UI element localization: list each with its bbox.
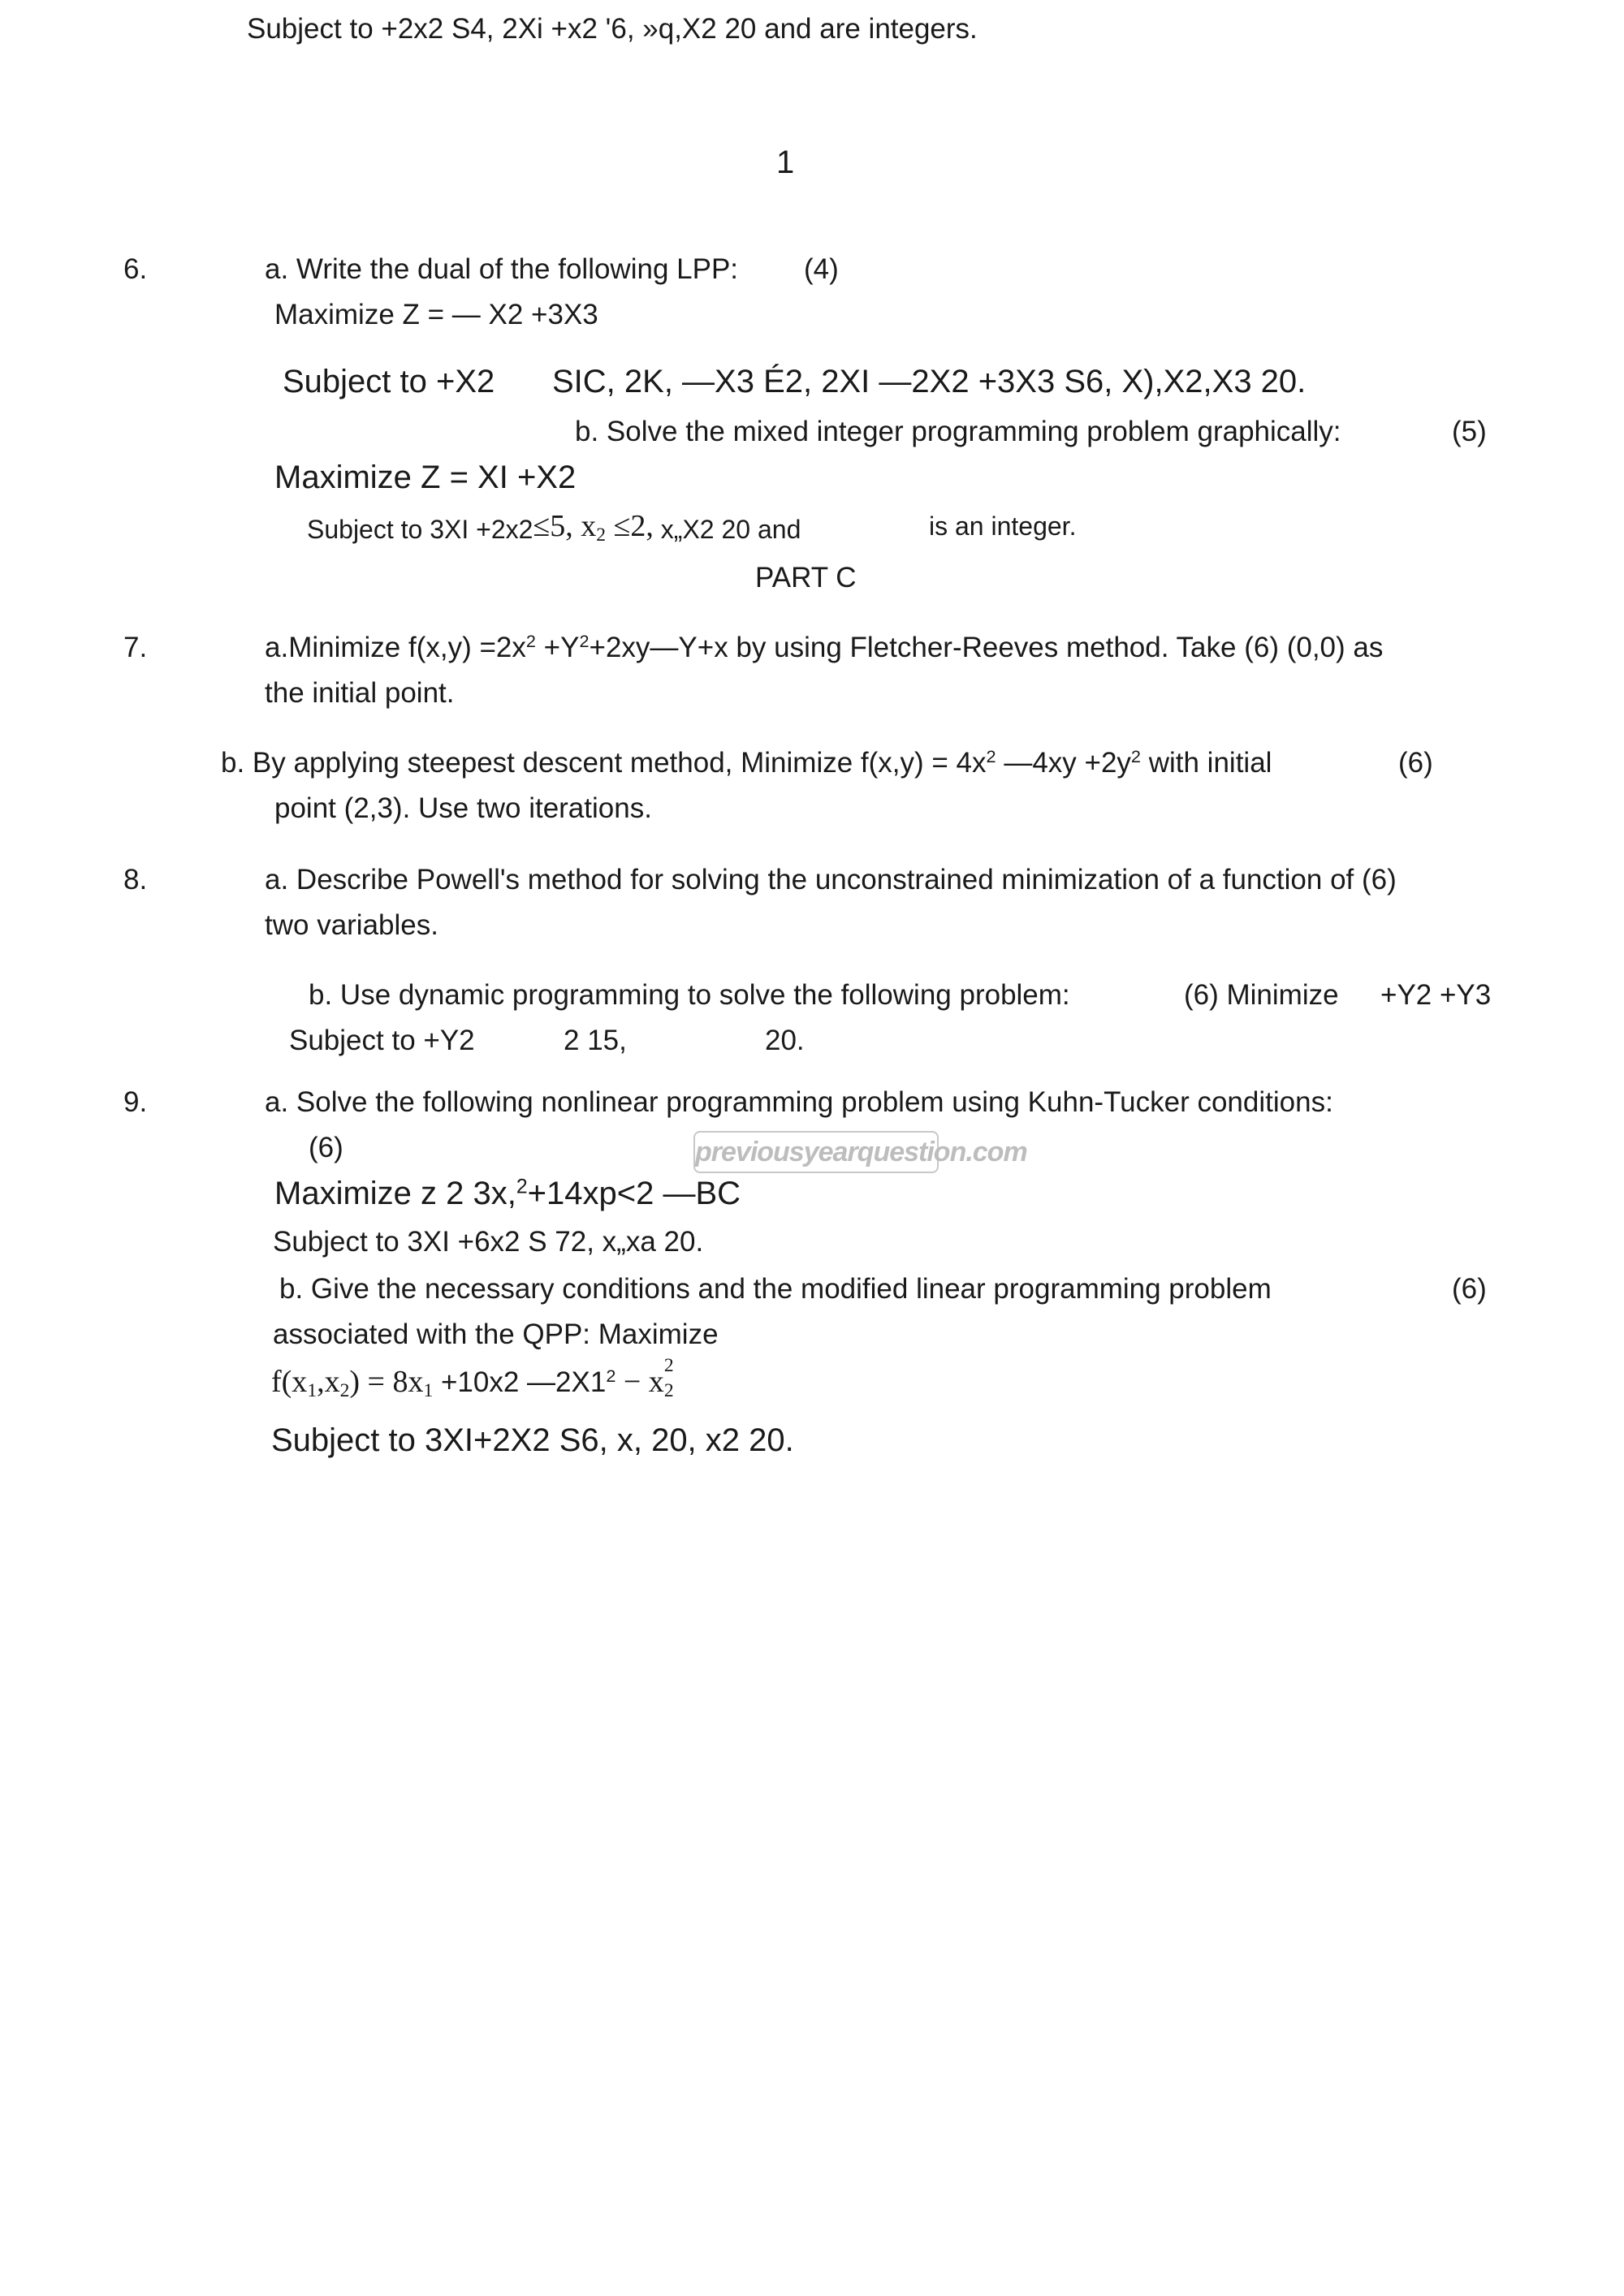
question-number-8: 8. [123,864,148,896]
q9a-objective [274,1176,741,1211]
q7b-pre: b. By applying steepest descent method, Minimize f(x,y) = 4x [221,747,987,779]
q9b-function-lead [271,1365,433,1399]
q9a-line1: a. Solve the following nonlinear programming problem using Kuhn-Tucker conditions: [265,1086,1333,1118]
q9b-func-s1: 1 [307,1379,317,1401]
part-c-heading: PART C [755,562,857,593]
q8b-subject-lead: Subject to +Y2 [289,1025,475,1056]
q9b-line1: b. Give the necessary conditions and the modified linear programming problem [279,1273,1272,1305]
q9b-func-x2sq: $_2$ 2 [663,1355,674,1401]
q6b-subject-sub: 2 [596,524,607,546]
q7a-mid: +Y [535,632,580,663]
q9b-func-minus: − x [615,1365,664,1399]
q9b-function-tail [615,1355,674,1401]
q8a-line1: a. Describe Powell's method for solving the unconstrained minimization of a function of (6) [265,864,1397,896]
question-number-9: 9. [123,1086,148,1118]
q6a-objective: Maximize Z = — X2 +3X3 [274,299,598,330]
q8a-line2: two variables. [265,909,438,941]
q6b-text: b. Solve the mixed integer programming problem graphically: [575,416,1341,447]
q6b-subject-ineq [533,509,654,546]
q6b-subject-end: is an integer. [929,511,1077,541]
q8b-line: b. Use dynamic programming to solve the following problem: [309,979,1070,1011]
q8b-subject-val1: 2 15, [564,1025,627,1056]
q7a-exp1: 2 [525,631,536,652]
watermark-logo: previousyearquestion.com [693,1131,939,1173]
q7b-post: with initial [1140,747,1272,779]
q6b-objective: Maximize Z = XI +X2 [274,460,577,495]
q9a-marks: (6) [309,1132,343,1163]
q9b-func-s2: 2 [339,1379,350,1401]
q7b-line1 [221,745,1272,781]
q7a-post: +2xy—Y+x by using Fletcher-Reeves method. Take (6) (0,0) as [589,632,1384,663]
q7b-marks: (6) [1398,747,1433,779]
q9b-subject: Subject to 3XI+2X2 S6, x, 20, x2 20. [271,1422,794,1458]
q9b-func-rest: +10x2 —2X1 [433,1366,607,1398]
q6b-subject-tail: x„X2 20 and [660,515,801,544]
q8b-subject-val2: 20. [765,1025,805,1056]
q9a-objective-post: +14xp<2 —BC [527,1176,741,1211]
q6a-subject-rest: SIC, 2K, —X3 É2, 2XI —2X2 +3X3 S6, X),X2,X3 20. [552,364,1307,399]
q8b-marks-objective: (6) Minimize [1184,979,1339,1011]
q6b-subject-lead: Subject to 3XI +2x2 [307,515,533,544]
q9b-func-pre: f(x [271,1365,308,1399]
q7b-line2: point (2,3). Use two iterations. [274,792,652,824]
q7a-line2: the initial point. [265,677,455,709]
q9a-objective-exp: 2 [516,1176,528,1198]
q7b-exp1: 2 [986,746,996,767]
q7b-mid: —4xy +2y [996,747,1131,779]
q7a-exp2: 2 [579,631,590,652]
q9b-line2: associated with the QPP: Maximize [273,1318,719,1350]
q9b-func-mid: ,x [317,1365,340,1399]
q6b-subject [307,508,801,547]
q8b-objective-terms: +Y2 +Y3 [1380,979,1492,1011]
q9a-subject: Subject to 3XI +6x2 S 72, x„xa 20. [273,1226,704,1258]
q9b-func-exp: 2 [606,1366,616,1387]
q6a-marks: (4) [804,253,839,285]
subject-constraint-line: Subject to +2x2 S4, 2Xi +x2 '6, »q,X2 20 and are integers. [247,13,978,45]
q6a-text: a. Write the dual of the following LPP: [265,253,739,285]
q9b-func-s4: 2 [663,1379,674,1401]
q6a-subject-lead: Subject to +X2 [283,364,495,399]
q7a-pre: a.Minimize f(x,y) =2x [265,632,526,663]
page-number: 1 [776,145,795,180]
q6b-subject-ineq-b: ≤2, [606,509,654,543]
q9b-func-eq: ) = 8x [349,1365,424,1399]
q7a-line1 [265,630,1383,666]
question-number-7: 7. [123,632,148,663]
q9b-func-s3: 1 [423,1379,434,1401]
q6b-marks: (5) [1452,416,1487,447]
q6b-subject-ineq-a: ≤5, x [533,509,597,543]
question-number-6: 6. [123,253,148,285]
q7b-exp2: 2 [1130,746,1141,767]
q9b-marks: (6) [1452,1273,1487,1305]
q9b-function [271,1355,674,1401]
q9a-objective-pre: Maximize z 2 3x, [274,1176,516,1211]
